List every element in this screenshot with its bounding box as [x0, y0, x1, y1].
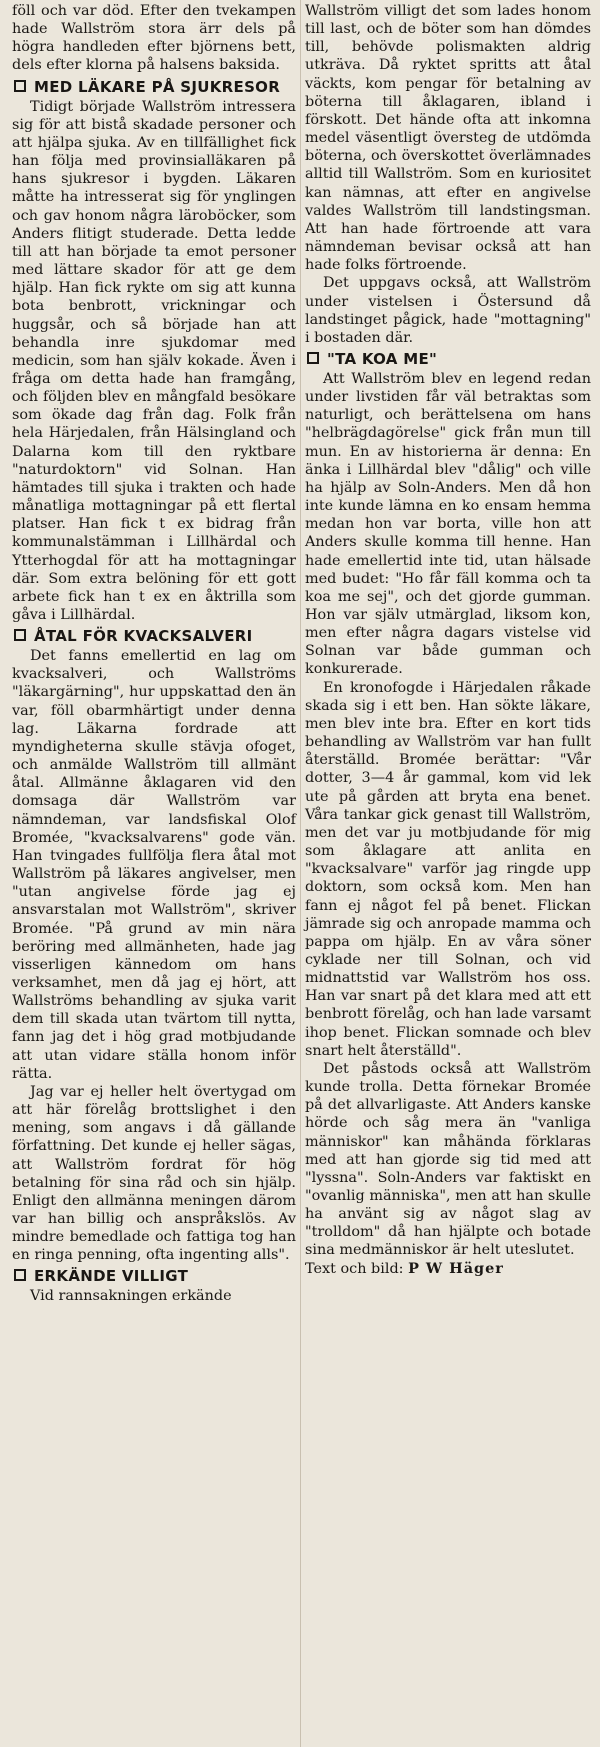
- intro-paragraph: föll och var död. Efter den tvekampen hade Wallström stora ärr dels på högra handleden efter björnens bett, dels efter klorna på halsens baksida.: [12, 3, 296, 74]
- author-byline: P W Häger: [408, 1259, 504, 1277]
- square-bullet-icon: [14, 629, 26, 641]
- paragraph-atal-2: Jag var ej heller helt övertygad om att här förelåg brottslighet i den mening, som angavs i då gällande författning. Det kunde ej heller sägas, att Wallström fordrat för hög betalning för sina råd och sin hjälp. Enligt den allmänna meningen därom var han billig och anspråkslös. Av mindre bemedlade och fattiga tog han en ringa penning, ofta ingenting alls".: [12, 1083, 296, 1264]
- paragraph-med-lakare: Tidigt började Wallström intressera sig för att bistå skadade personer och att hjälpa sjuka. Av en tillfällighet fick han följa med provinsialläkaren på hans sjukresor i bygden. Läkaren måtte ha intresserat sig för ynglingen och gav honom några läroböcker, som Anders flitigt studerade. Detta ledde till att han började ta emot personer med lättare skador för att ge dem hjälp. Han fick rykte om sig att kunna bota benbrott, vrickningar och huggsår, och så började han att behandla inre sjukdomar med medicin, som han själv kokade. Även i fråga om detta hade han framgång, och följden blev en mångfald besökare som ökade dag från dag. Folk från hela Härjedalen, från Hälsingland och Dalarna kom till den ryktbare "naturdoktorn" vid Solnan. Han hämtades till sjuka i trakten och hade månatliga mottagningar på ett flertal platser. Han fick t ex bidrag från kommunalstämman i Lillhärdal och Ytterhogdal för att ha mottagningar där. Som extra belöning för ett gott arbete fick han t ex en åktrilla som gåva i Lillhärdal.: [12, 98, 296, 623]
- paragraph-kronofogde: En kronofogde i Härjedalen råkade skada sig i ett ben. Han sökte läkare, men blev inte bra. Efter en kort tids behandling av Wallström var han fullt återställd. Bromée berättar: "Vår dotter, 3—4 år gammal, kom vid lek ute på gården att bryta ena benet. Våra tankar gick genast till Wallström, men det var ju motbjudande för mig som åklagare att anlita en "kvacksalvare" varför jag ringde upp doktorn, som också kom. Men han fann ej något fel på benet. Flickan jämrade sig och anropade mamma och pappa om hjälp. En av våra söner cyklade ner till Solnan, och vid midnattstid var Wallström hos oss. Han var snart på det klara med att ett benbrott förelåg, och han lade varsamt ihop benet. Flickan somnade och blev snart helt återställd".: [305, 679, 591, 1059]
- paragraph-legend: Att Wallström blev en legend redan under livstiden får väl betraktas som naturligt, och berättelsena om hans "helbrägdagörelse" gick från mun till mun. En av historierna är denna: En änka i Lillhärdal blev "dålig" och ville ha hjälp av Soln-Anders. Men då hon inte kunde lämna en ko ensam hemma medan hon var borta, ville hon att Anders skulle komma till henne. Han hade emellertid inte tid, utan hälsade med budet: "Ho får fäll komma och ta koa me sej", och det gjorde gumman. Hon var själv utmärglad, liksom kon, men efter några dagars vistelse vid Solnan var både gumman och konkurerade.: [305, 370, 591, 678]
- right-column: [305, 2, 591, 1278]
- paragraph-continued: Wallström villigt det som lades honom till last, och de böter som han dömdes till, behövde polismakten aldrig utkräva. Då ryktet spritts att åtal väckts, kom pengar för betalning av böterna till åklagaren, ibland i förskott. Det hände ofta att inkomna medel väsentligt översteg de utdömda böterna, och överskottet överlämnades alltid till Wallström. Som en kuriositet kan nämnas, att efter en angivelse valdes Wallström till landstingsman. Att han hade förtroende att vara nämndeman bevisar också att han hade folks förtroende.: [305, 3, 591, 274]
- paragraph-trolla: Det påstods också att Wallström kunde trolla. Detta förnekar Bromée på det allvarligaste. Att Anders kanske hörde och såg mera än "vanliga människor" kan måhända förklaras med att han gjorde sig tid med att "lyssna". Soln-Anders var faktiskt en "ovanlig människa", men att han skulle ha använt sig av något slag av "trolldom" då han hjälpte och botade sina medmänniskor är helt uteslutet.: [305, 1060, 591, 1259]
- paragraph-ostersund: Det uppgavs också, att Wallström under vistelsen i Östersund då landstinget pågick, hade "mottagning" i bostaden där.: [305, 275, 591, 346]
- section-heading-text: MED LÄKARE PÅ SJUKRESOR: [34, 77, 281, 96]
- square-bullet-icon: [14, 80, 26, 92]
- section-heading-med-lakare: [12, 78, 296, 96]
- section-heading-erkande: [12, 1267, 296, 1285]
- column-divider: [300, 0, 301, 1747]
- paragraph-atal-1: Det fanns emellertid en lag om kvacksalveri, och Wallströms "läkargärning", hur uppskattad den än var, föll obarmhärtigt under denna lag. Läkarna fordrade att myndigheterna skulle stävja ofoget, och anmälde Wallström till allmänt åtal. Allmänne åklagaren vid den domsaga där Wallström var nämndeman, var landsfiskal Olof Bromée, "kvacksalvarens" gode vän. Han tvingades fullfölja flera åtal mot Wallström på läkares angivelser, men "utan angivelse förde jag ej ansvarstalan mot Wallström", skriver Bromée. "På grund av min nära beröring med allmänheten, hade jag visserligen kännedom om hans verksamhet, men då jag ej hört, att Wallströms behandling av sjuka varit dem till skada utan tvärtom till nytta, fann jag det i hög grad motbjudande att utan vidare ställa honom inför rätta.: [12, 648, 296, 1082]
- paragraph-erkande: Vid rannsakningen erkände: [30, 1288, 232, 1305]
- square-bullet-icon: [307, 352, 319, 364]
- section-heading-atal: [12, 627, 296, 645]
- section-heading-ta-koa-me: [305, 350, 591, 368]
- credit-line: [305, 1260, 591, 1278]
- square-bullet-icon: [14, 1269, 26, 1281]
- credit-label: Text och bild:: [305, 1260, 404, 1277]
- section-heading-text: ERKÄNDE VILLIGT: [34, 1267, 189, 1286]
- section-heading-text: ÅTAL FÖR KVACKSALVERI: [34, 627, 253, 646]
- section-heading-text: "TA KOA ME": [327, 349, 438, 368]
- left-column: [12, 2, 296, 1306]
